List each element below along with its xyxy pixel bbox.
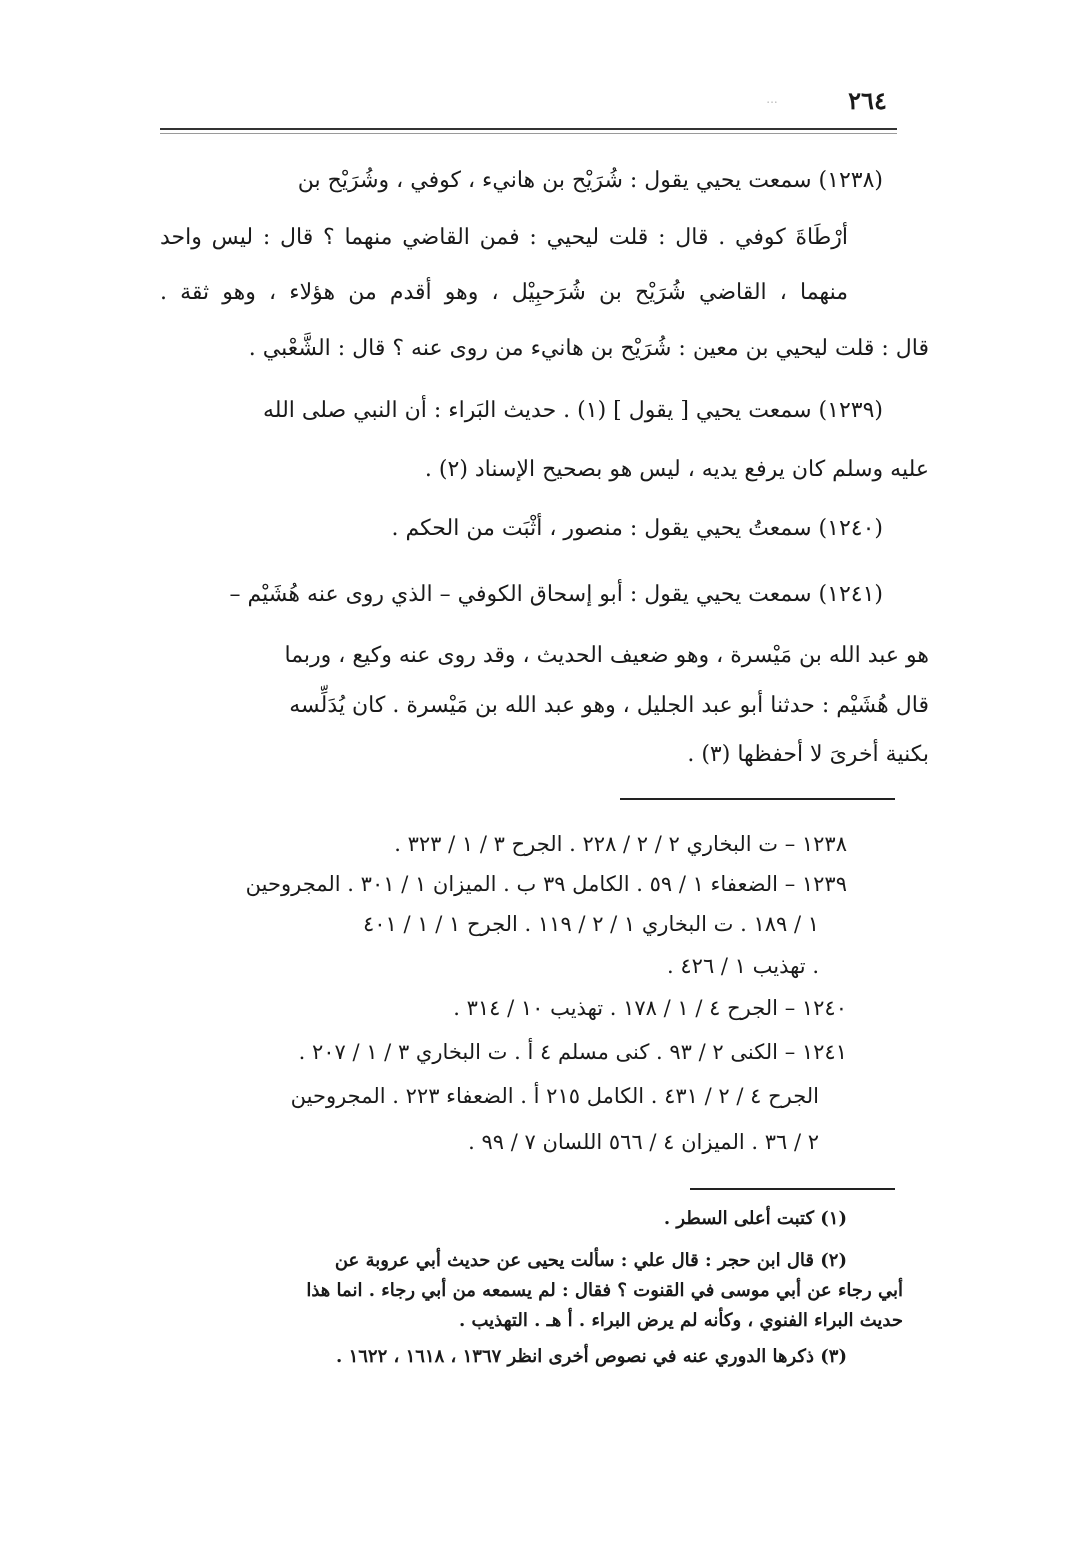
body-line-2: أرْطَاةَ كوفي . قال : قلت ليحيي : فمن القاضي منهما ؟ قال : ليس واحد — [160, 225, 848, 250]
footnote-2-line-2: أبي رجاء عن أبي موسى في القنوت ؟ فقال : لم يسمعه من أبي رجاء . انما هذا — [306, 1280, 903, 1301]
header-rule-secondary — [160, 133, 897, 134]
body-line-4: قال : قلت ليحيي بن معين : شُرَيْح بن هانيء من روى عنه ؟ قال : الشَّعْبي . — [248, 336, 929, 361]
body-line-6: عليه وسلم كان يرفع يديه ، ليس هو بصحيح الإسناد (٢) . — [424, 457, 929, 482]
body-line-7: (١٢٤٠) سمعتُ يحيي يقول : منصور ، أثْبَت من الحكم . — [391, 516, 883, 541]
body-line-10: قال هُشَيْم : حدثنا أبو عبد الجليل ، وهو عبد الله بن مَيْسرة . كان يُدَلِّسه — [289, 693, 929, 718]
references-separator — [620, 798, 895, 800]
reference-line-5: ١٢٤٠ – الجرح ٤ / ١ / ١٧٨ . تهذيب ١٠ / ٣١٤ . — [453, 996, 847, 1020]
header-rule — [160, 128, 897, 130]
page-number: ٢٦٤ — [848, 86, 887, 115]
body-line-5: (١٢٣٩) سمعت يحيي [ يقول ] (١) . حديث البَراء : أن النبي صلى الله — [263, 398, 883, 423]
body-line-1: (١٢٣٨) سمعت يحيي يقول : شُرَيْح بن هانيء ، كوفي ، وشُرَيْح بن — [297, 168, 883, 193]
reference-line-2: ١٢٣٩ – الضعفاء ١ / ٥٩ . الكامل ٣٩ ب . الميزان ١ / ٣٠١ . المجروحين — [245, 872, 847, 896]
reference-line-4: . تهذيب ١ / ٤٢٦ . — [667, 954, 819, 978]
body-line-3: منهما ، القاضي شُرَيْح بن شُرَحبِيْل ، وهو أقدم من هؤلاء ، وهو ثقة . — [160, 280, 848, 305]
header-faint-mark: ... — [766, 92, 778, 106]
footnote-3: (٣) ذكرها الدوري عنه في نصوص أخرى انظر ١٣٦٧ ، ١٦١٨ ، ١٦٢٢ . — [336, 1346, 847, 1367]
reference-line-3: ١ / ١٨٩ . ت البخاري ١ / ٢ / ١١٩ . الجرح ١ / ١ / ٤٠١ — [362, 912, 819, 936]
reference-line-7: الجرح ٤ / ٢ / ٤٣١ . الكامل ٢١٥ أ . الضعفاء ٢٢٣ . المجروحين — [290, 1084, 819, 1108]
body-line-9: هو عبد الله بن مَيْسرة ، وهو ضعيف الحديث ، وقد روى عنه وكيع ، وربما — [284, 643, 929, 668]
reference-line-1: ١٢٣٨ – ت البخاري ٢ / ٢ / ٢٢٨ . الجرح ٣ / ١ / ٣٢٣ . — [394, 832, 847, 856]
footnote-2-line-3: حديث البراء الفنوي ، وكأنه لم يرض البراء . أ هـ . التهذيب . — [458, 1310, 903, 1331]
reference-line-8: ٢ / ٣٦ . الميزان ٤ / ٥٦٦ اللسان ٧ / ٩٩ . — [468, 1130, 819, 1154]
footnotes-separator — [690, 1188, 895, 1190]
reference-line-6: ١٢٤١ – الكنى ٢ / ٩٣ . كنى مسلم ٤ أ . ت البخاري ٣ / ١ / ٢٠٧ . — [298, 1040, 847, 1064]
body-line-8: (١٢٤١) سمعت يحيي يقول : أبو إسحاق الكوفي – الذي روى عنه هُشَيْم – — [229, 582, 883, 607]
footnote-2-line-1: (٢) قال ابن حجر : قال علي : سألت يحيى عن حديث أبي عروبة عن — [334, 1250, 847, 1271]
footnote-1: (١) كتبت أعلى السطر . — [663, 1208, 847, 1229]
body-line-11: بكنية أخرىَ لا أحفظها (٣) . — [687, 742, 929, 767]
